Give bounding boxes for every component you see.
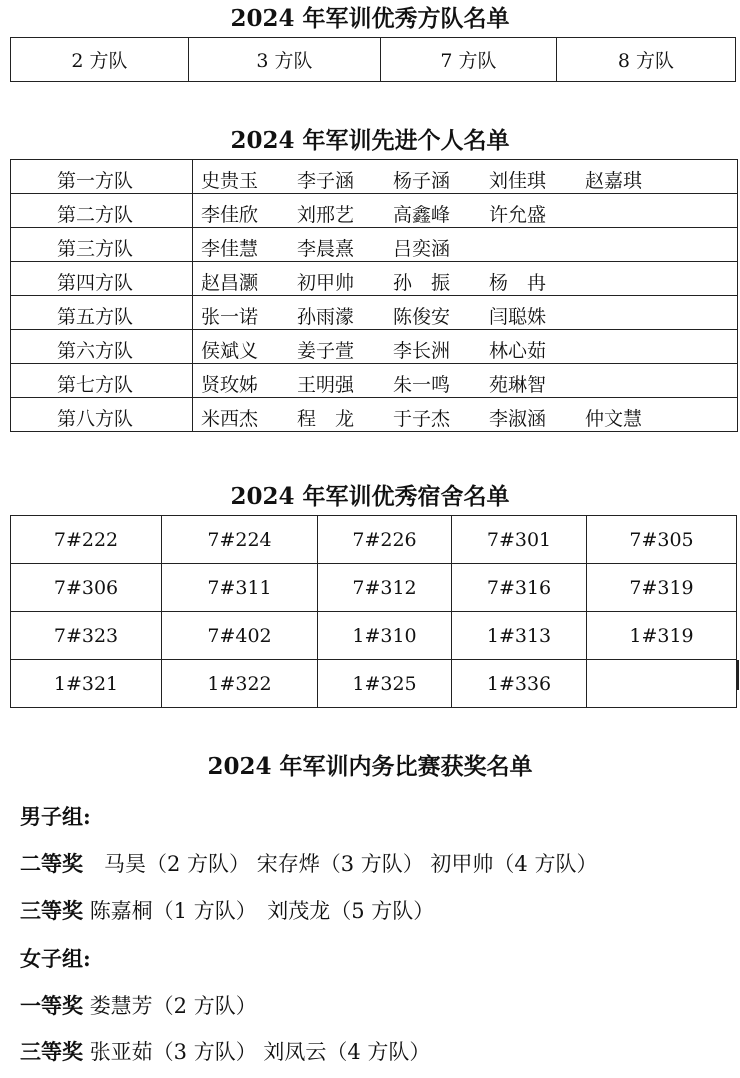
dorm-cell: 7#312: [318, 564, 452, 612]
dorm-cell: 1#336: [452, 660, 587, 708]
squad-cell: 2 方队: [11, 38, 189, 82]
prize-label: 二等奖: [20, 851, 83, 876]
member-name: 赵昌灏: [201, 272, 259, 294]
member-name: 史贵玉: [201, 170, 259, 192]
dorm-cell: [587, 660, 737, 708]
prize-winners: 娄慧芳（2 方队）: [89, 994, 257, 1018]
table-edge-mark: [737, 660, 739, 690]
men-third-prize-line: [20, 895, 434, 925]
dorm-cell: 7#311: [162, 564, 318, 612]
prize-label: 三等奖: [20, 1039, 83, 1064]
men-group-label: 男子组:: [20, 804, 91, 829]
member-name: 贤玫姊: [201, 374, 259, 396]
squad-cell: 7 方队: [381, 38, 557, 82]
women-third-prize-line: [20, 1036, 430, 1066]
member-name: 程 龙: [297, 408, 355, 430]
member-name: 李晨熹: [297, 238, 355, 260]
member-name: 朱一鸣: [393, 374, 451, 396]
dorm-cell: 1#319: [587, 612, 737, 660]
member-name: 李长洲: [393, 340, 451, 362]
member-name: 李子涵: [297, 170, 355, 192]
prize-label: 一等奖: [20, 993, 83, 1018]
squad-name: 第八方队: [11, 398, 193, 432]
dorm-cell: 7#306: [11, 564, 162, 612]
dorm-cell: 7#224: [162, 516, 318, 564]
excellent-dorms-title: 2024 年军训优秀宿舍名单: [230, 483, 510, 510]
dorm-cell: 1#313: [452, 612, 587, 660]
individual-row: [11, 398, 738, 432]
member-name: 王明强: [297, 374, 355, 396]
dorm-cell: 1#325: [318, 660, 452, 708]
dorm-cell: 7#305: [587, 516, 737, 564]
member-name: 侯斌义: [201, 340, 259, 362]
member-name: 高鑫峰: [393, 204, 451, 226]
squad-name: 第六方队: [11, 330, 193, 364]
individual-row: [11, 296, 738, 330]
individual-row: [11, 194, 738, 228]
member-name: 陈俊安: [393, 306, 451, 328]
member-name: 林心茹: [489, 340, 547, 362]
member-names: [193, 194, 738, 228]
excellent-squads-table: [10, 37, 736, 82]
member-names: [193, 296, 738, 330]
dorm-cell: 1#310: [318, 612, 452, 660]
individual-row: [11, 228, 738, 262]
member-name: 刘佳琪: [489, 170, 547, 192]
dorm-cell: 1#322: [162, 660, 318, 708]
dorm-cell: 7#301: [452, 516, 587, 564]
member-name: 闫聪姝: [489, 306, 547, 328]
dorm-row: [11, 564, 737, 612]
member-names: [193, 228, 738, 262]
dorm-row: [11, 516, 737, 564]
men-second-prize-line: [20, 848, 597, 878]
excellent-dorms-table: [10, 515, 737, 708]
individual-row: [11, 330, 738, 364]
individual-row: [11, 160, 738, 194]
dorm-cell: 7#323: [11, 612, 162, 660]
squad-name: 第四方队: [11, 262, 193, 296]
women-group-label: 女子组:: [20, 946, 91, 971]
housekeeping-awards-title: 2024 年军训内务比赛获奖名单: [207, 753, 533, 780]
member-name: 米西杰: [201, 408, 259, 430]
dorm-row: [11, 660, 737, 708]
women-first-prize-line: [20, 990, 257, 1020]
member-names: [193, 330, 738, 364]
member-names: [193, 160, 738, 194]
dorm-cell: 7#316: [452, 564, 587, 612]
squad-cell: 8 方队: [557, 38, 736, 82]
prize-winners: 马昊（2 方队） 宋存烨（3 方队） 初甲帅（4 方队）: [104, 852, 598, 876]
prize-winners: 陈嘉桐（1 方队） 刘茂龙（5 方队）: [89, 899, 435, 923]
member-name: 苑琳智: [489, 374, 547, 396]
member-names: [193, 262, 738, 296]
squad-name: 第二方队: [11, 194, 193, 228]
dorm-row: [11, 612, 737, 660]
squad-name: 第七方队: [11, 364, 193, 398]
member-name: 刘邢艺: [297, 204, 355, 226]
member-name: 李佳慧: [201, 238, 259, 260]
squad-name: 第五方队: [11, 296, 193, 330]
individual-row: [11, 262, 738, 296]
dorm-cell: 1#321: [11, 660, 162, 708]
dorm-cell: 7#319: [587, 564, 737, 612]
advanced-individuals-table: [10, 159, 738, 432]
dorm-cell: 7#222: [11, 516, 162, 564]
excellent-squads-title: 2024 年军训优秀方队名单: [230, 5, 510, 32]
member-name: 姜子萱: [297, 340, 355, 362]
member-name: 孙雨濛: [297, 306, 355, 328]
member-name: 李淑涵: [489, 408, 547, 430]
member-name: 张一诺: [201, 306, 259, 328]
squad-name: 第一方队: [11, 160, 193, 194]
member-name: 于子杰: [393, 408, 451, 430]
member-name: 李佳欣: [201, 204, 259, 226]
member-names: [193, 364, 738, 398]
individual-row: [11, 364, 738, 398]
advanced-individuals-title: 2024 年军训先进个人名单: [230, 127, 510, 154]
member-name: 吕奕涵: [393, 238, 451, 260]
member-name: 仲文慧: [585, 408, 643, 430]
member-name: 初甲帅: [297, 272, 355, 294]
member-name: 杨子涵: [393, 170, 451, 192]
member-name: 赵嘉琪: [585, 170, 643, 192]
member-names: [193, 398, 738, 432]
member-name: 杨 冉: [489, 272, 547, 294]
dorm-cell: 7#402: [162, 612, 318, 660]
dorm-cell: 7#226: [318, 516, 452, 564]
squad-cell: 3 方队: [189, 38, 381, 82]
member-name: 孙 振: [393, 272, 451, 294]
prize-label: 三等奖: [20, 898, 83, 923]
member-name: 许允盛: [489, 204, 547, 226]
prize-winners: 张亚茹（3 方队） 刘凤云（4 方队）: [89, 1040, 431, 1064]
squad-name: 第三方队: [11, 228, 193, 262]
